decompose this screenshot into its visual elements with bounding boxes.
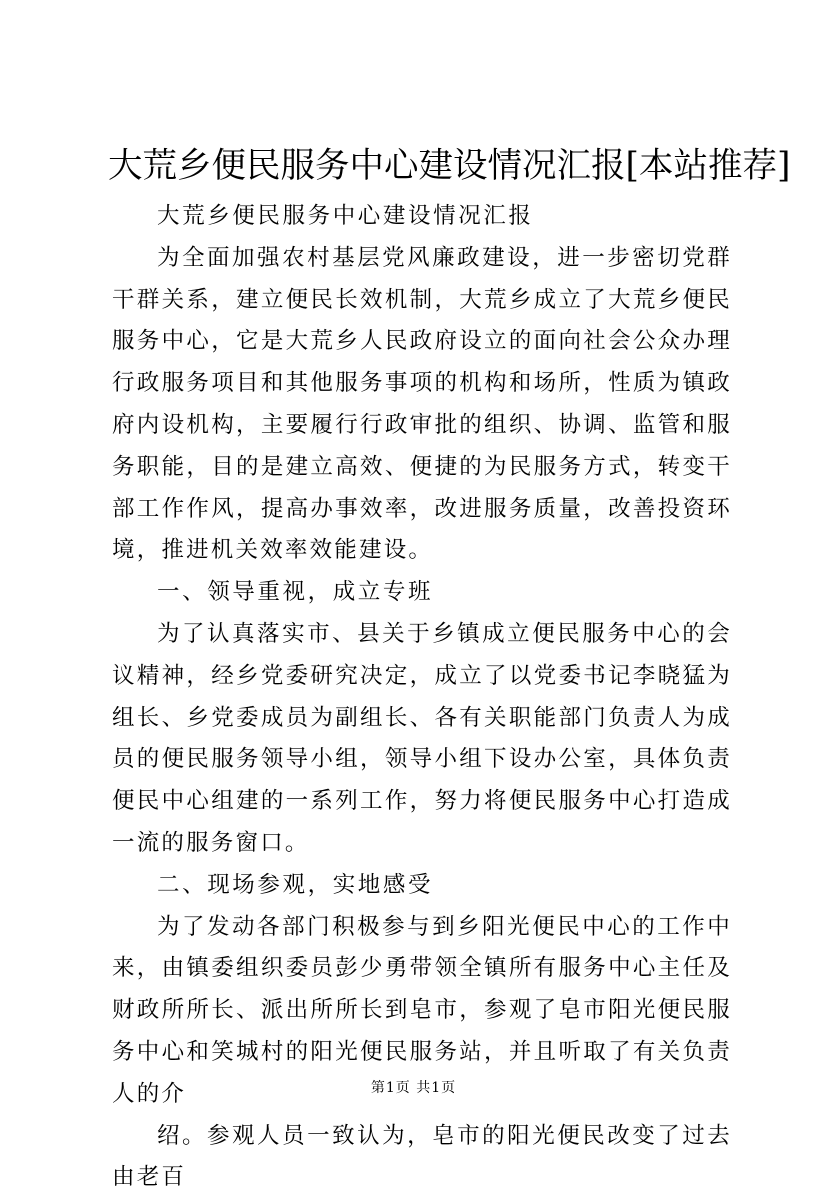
page-footer: 第1页 共1页 (370, 1080, 457, 1096)
section-heading-2: 二、现场参观，实地感受 (157, 871, 434, 898)
intro-paragraph: 为全面加强农村基层党风廉政建设，进一步密切党群干群关系，建立便民长效机制，大荒乡成立了大荒乡便民服务中心，它是大荒乡人民政府设立的面向社会公众办理行政服务项目和其他服务事项的机构和场所，性质为镇政府内设机构，主要履行行政审批的组织、协调、监管和服务职能，目的是建立高效、便捷的为民服务方式，转变干部工作作风，提高办事效率，改进服务质量，改善投资环境，推进机关效率效能建设。 (112, 244, 732, 564)
section-paragraph-1: 为了认真落实市、县关于乡镇成立便民服务中心的会议精神，经乡党委研究决定，成立了以党委书记李晓猛为组长、乡党委成员为副组长、各有关职能部门负责人为成员的便民服务领导小组，领导小组下设办公室，具体负责便民中心组建的一系列工作，努力将便民服务中心打造成一流的服务窗口。 (112, 620, 732, 856)
section-heading-1: 一、领导重视，成立专班 (157, 579, 434, 606)
subtitle-paragraph: 大荒乡便民服务中心建设情况汇报 (157, 203, 534, 229)
document-body (112, 196, 732, 1199)
section-paragraph-2: 为了发动各部门积极参与到乡阳光便民中心的工作中来，由镇委组织委员彭少勇带领全镇所有服务中心主任及财政所所长、派出所所长到皂市，参观了皂市阳光便民服务中心和笑城村的阳光便民服务站，并且听取了有关负责人的介 (112, 913, 732, 1107)
document-title: 大荒乡便民服务中心建设情况汇报[本站推荐] (108, 146, 791, 186)
continuation-paragraph: 绍。参观人员一致认为，皂市的阳光便民改变了过去由老百 (112, 1122, 732, 1191)
